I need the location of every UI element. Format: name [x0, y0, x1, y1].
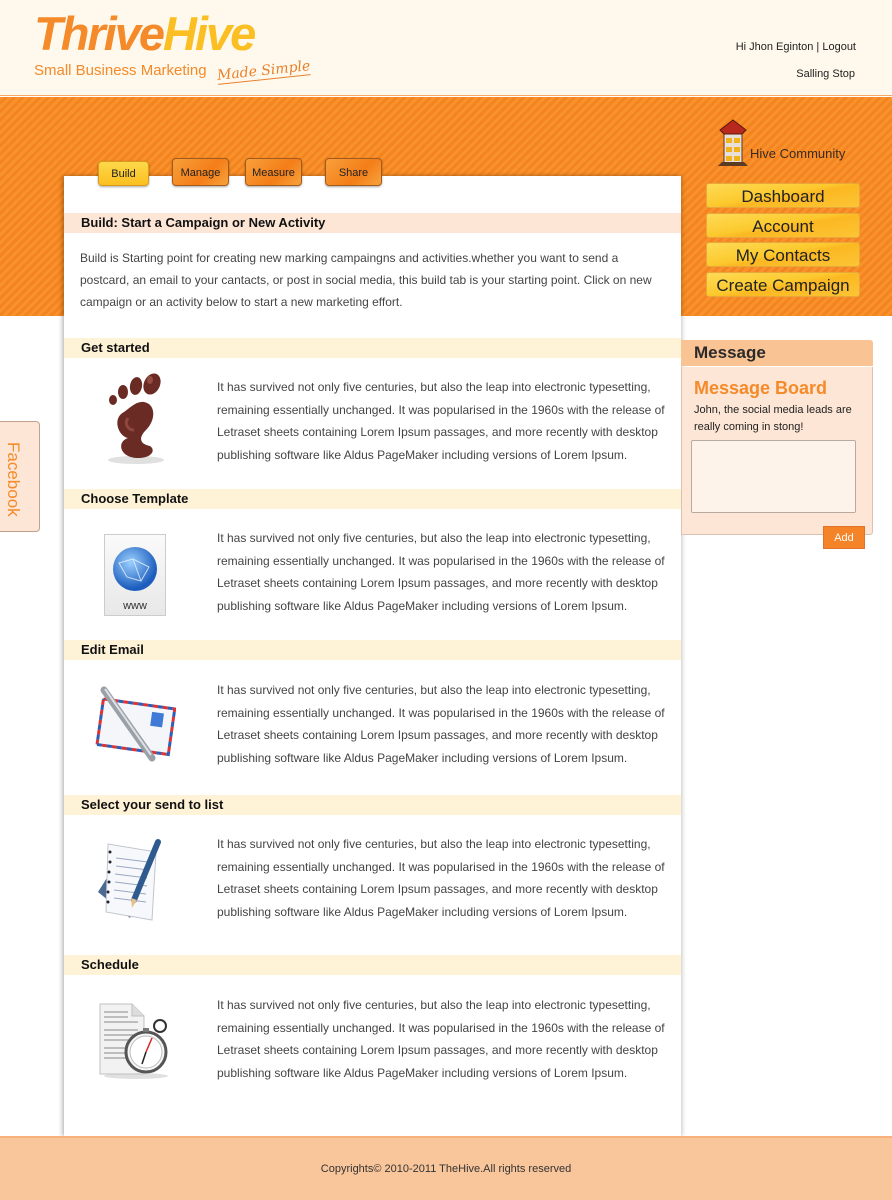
main-content-panel: [64, 176, 681, 1136]
facebook-tab[interactable]: [0, 421, 40, 532]
section-header-schedule: Schedule: [64, 955, 681, 975]
hive-community-label: Hive Community: [750, 146, 846, 161]
tab-build[interactable]: Build: [98, 161, 149, 186]
hive-community-link[interactable]: [716, 118, 856, 168]
message-board-title: Message Board: [694, 378, 828, 398]
user-greeting: Hi Jhon Eginton: [735, 41, 814, 53]
tab-manage[interactable]: Manage: [172, 158, 229, 186]
thrivehive-logo[interactable]: [34, 7, 311, 84]
message-panel-header: Message: [681, 340, 873, 366]
intro-text: Build is Starting point for creating new marking campaingns and activities.whether you want to send a postcard, an email to your cantacts, or post in social media, this build tab is your starting point. Click on new campaign or an activity below to start a new marketing effort.: [80, 251, 652, 309]
tab-measure[interactable]: Measure: [245, 158, 302, 186]
section-text-schedule: It has survived not only five centuries, but also the leap into electronic typesetting, remaining essentially unchanged. It was popularised in the 1960s with the release of Letraset sheets containing Lorem Ipsum passages, and more recently with desktop publishing software like Aldus PageMaker including versions of Lorem Ipsum.: [217, 998, 665, 1080]
notepad-pencil-icon[interactable]: [94, 838, 176, 928]
logout-link[interactable]: Logout: [822, 41, 856, 53]
message-board-panel: [681, 367, 873, 535]
section-text-edit-email: It has survived not only five centuries, but also the leap into electronic typesetting, remaining essentially unchanged. It was popularised in the 1960s with the release of Letraset sheets containing Lorem Ipsum passages, and more recently with desktop publishing software like Aldus PageMaker including versions of Lorem Ipsum.: [217, 683, 665, 765]
user-greeting-bar: [736, 41, 856, 53]
nav-my-contacts-button[interactable]: My Contacts: [706, 242, 860, 267]
section-text-choose-template: It has survived not only five centuries, but also the leap into electronic typesetting, remaining essentially unchanged. It was popularised in the 1960s with the release of Letraset sheets containing Lorem Ipsum passages, and more recently with desktop publishing software like Aldus PageMaker including versions of Lorem Ipsum.: [217, 531, 665, 613]
section-header-choose-template: Choose Template: [64, 489, 681, 509]
facebook-tab-label: Facebook: [4, 442, 23, 517]
site-footer: [0, 1136, 892, 1200]
hive-tower-icon: [716, 118, 750, 168]
www-globe-icon[interactable]: [104, 534, 166, 616]
section-header-send-list: Select your send to list: [64, 795, 681, 815]
section-header-get-started: Get started: [64, 338, 681, 358]
logo-tagline: Small Business Marketing: [34, 62, 207, 79]
www-caption: www: [123, 600, 147, 612]
logo-thrive-text: Thrive: [34, 7, 164, 60]
logo-hive-text: Hive: [163, 7, 255, 60]
add-message-button[interactable]: Add: [823, 526, 865, 549]
site-header: [0, 0, 892, 96]
nav-account-button[interactable]: Account: [706, 213, 860, 238]
section-header-edit-email: Edit Email: [64, 640, 681, 660]
footprint-icon[interactable]: [94, 372, 176, 462]
document-stopwatch-icon[interactable]: [94, 1000, 176, 1090]
company-name: Salling Stop: [796, 68, 855, 80]
nav-create-campaign-button[interactable]: Create Campaign: [706, 272, 860, 297]
tab-share[interactable]: Share: [325, 158, 382, 186]
separator: |: [813, 41, 823, 53]
section-text-send-list: It has survived not only five centuries, but also the leap into electronic typesetting, remaining essentially unchanged. It was popularised in the 1960s with the release of Letraset sheets containing Lorem Ipsum passages, and more recently with desktop publishing software like Aldus PageMaker including versions of Lorem Ipsum.: [217, 837, 665, 919]
nav-dashboard-button[interactable]: Dashboard: [706, 183, 860, 208]
mail-pen-icon[interactable]: [94, 684, 176, 774]
copyright-text: Copyrights© 2010-2011 TheHive.All rights reserved: [320, 1163, 572, 1175]
page-title: Build: Start a Campaign or New Activity: [64, 213, 681, 233]
logo-tagline-script: Made Simple: [216, 58, 311, 84]
message-board-text: John, the social media leads are really coming in stong!: [694, 404, 852, 433]
message-input[interactable]: [691, 440, 856, 513]
section-text-get-started: It has survived not only five centuries, but also the leap into electronic typesetting, remaining essentially unchanged. It was popularised in the 1960s with the release of Letraset sheets containing Lorem Ipsum passages, and more recently with desktop publishing software like Aldus PageMaker including versions of Lorem Ipsum.: [217, 380, 665, 462]
